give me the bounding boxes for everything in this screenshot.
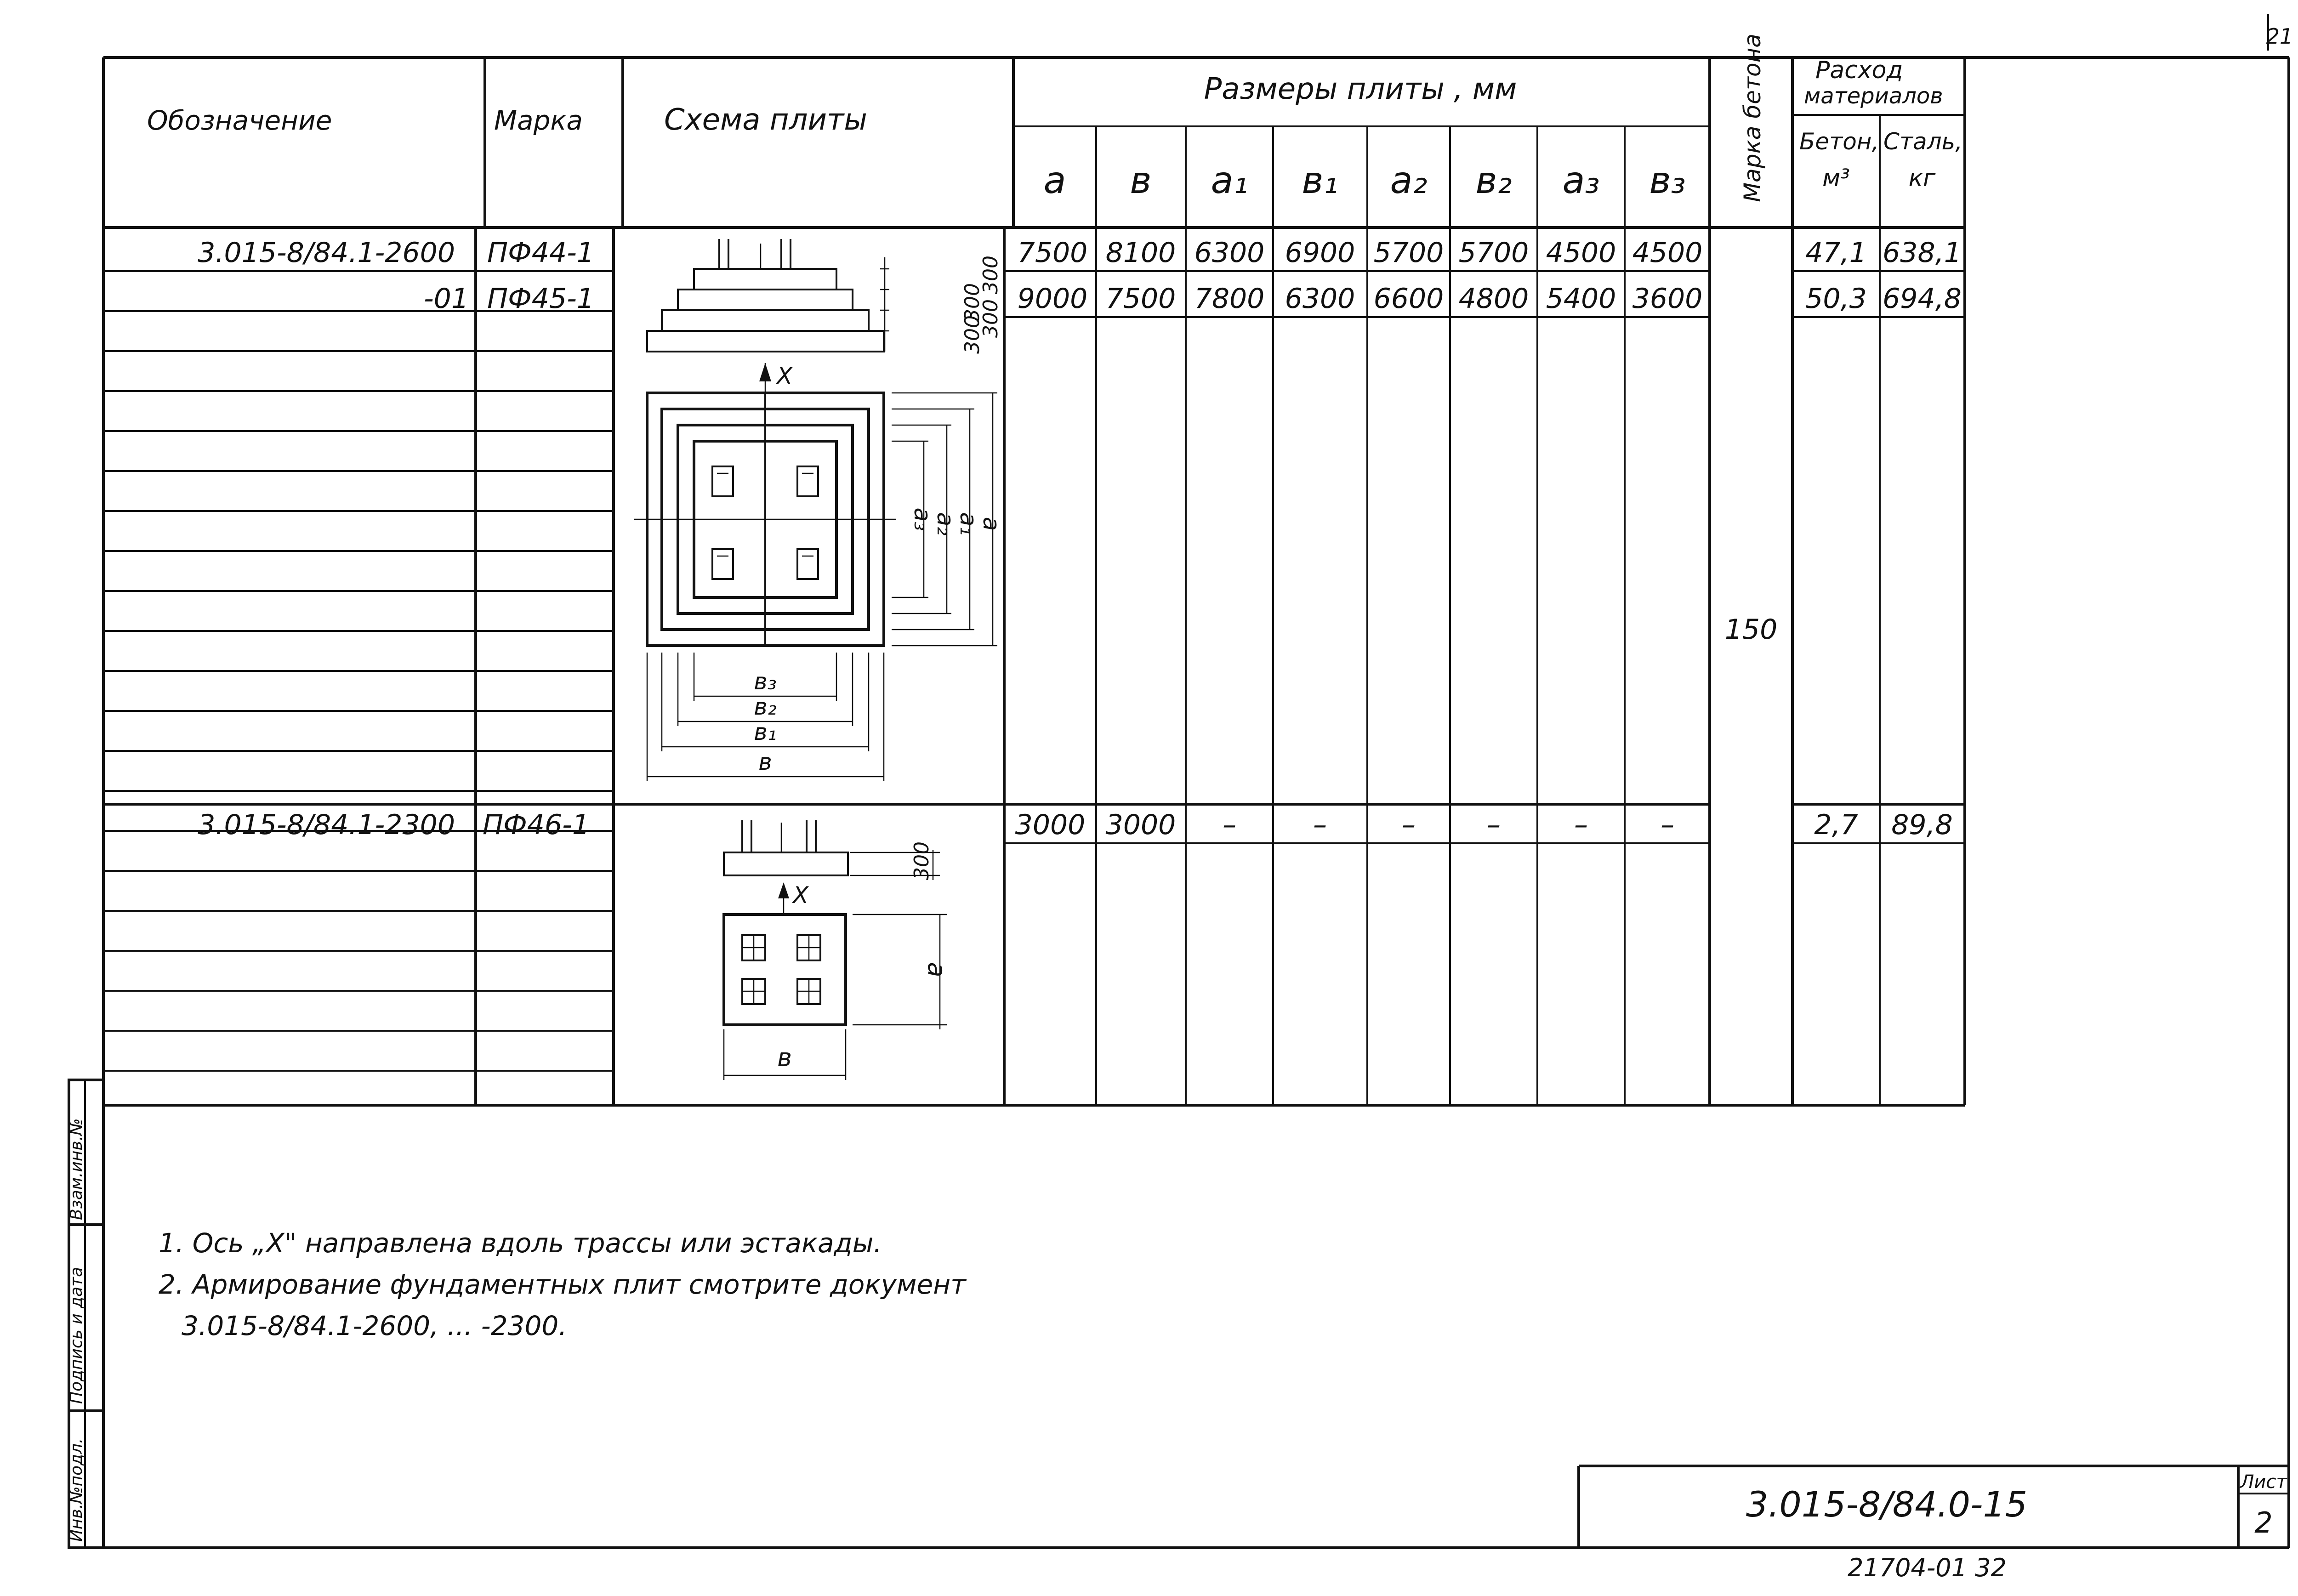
row-3-dim-b2: – (1487, 809, 1501, 841)
dim-b2-label: в₂ (754, 693, 777, 720)
dim-b3-label: в₃ (754, 668, 777, 695)
row-2-dim-a: 9000 (1017, 283, 1088, 315)
row-3-dim-b1: – (1313, 809, 1327, 841)
row-1-dim-a2: 5700 (1373, 237, 1444, 269)
sheet-number: 2 (2254, 1506, 2273, 1539)
row-3-dim-a2: – (1402, 809, 1416, 841)
stamp-inv-label: Инв.№подл. (67, 1438, 86, 1542)
side-stamp (67, 1080, 103, 1548)
plate-plan (634, 363, 1005, 781)
step-height-label: 300 (979, 299, 1002, 338)
note-line: 3.015-8/84.1-2600, ... -2300. (182, 1310, 567, 1341)
row-1-dim-a3: 4500 (1546, 237, 1616, 269)
row-2-steel: 694,8 (1883, 283, 1962, 315)
dim-col-a3: a₃ (1562, 159, 1600, 202)
row-1-mark: ПФ44-1 (487, 237, 594, 269)
row-3-dim-a: 3000 (1015, 809, 1086, 841)
dim-a2-label: a₂ (932, 512, 959, 536)
plate-scheme-stepped (634, 239, 1005, 781)
designation-mark-ruling (103, 271, 614, 1071)
table-row (424, 283, 1962, 315)
row-3-dim-a1: – (1223, 809, 1236, 841)
row-1-dim-b1: 6900 (1285, 237, 1355, 269)
step-height-label: 300 (961, 315, 984, 354)
row-1-dim-b2: 5700 (1458, 237, 1529, 269)
concrete-grade-value: 150 (1724, 613, 1778, 646)
footer-code: 21704-01 32 (1848, 1553, 2007, 1582)
row-2-dim-b1: 6300 (1285, 283, 1355, 315)
plate-height-label: 300 (910, 841, 933, 880)
row-3-concrete: 2,7 (1814, 809, 1858, 841)
axis-x-label: X (777, 363, 793, 389)
header-dimensions: Размеры плиты , мм (1204, 72, 1517, 106)
dim-col-a2: a₂ (1390, 159, 1428, 202)
corner-number: 21 (2266, 24, 2293, 49)
header-steel-1: Сталь, (1883, 128, 1962, 155)
dim-a3-label: a₃ (909, 507, 936, 531)
row-2-dim-b: 7500 (1105, 283, 1176, 315)
row-3-dim-a3: – (1574, 809, 1588, 841)
dim-col-a1: a₁ (1211, 159, 1248, 202)
dim-col-b2: в₂ (1475, 159, 1512, 202)
dim-b1-label: в₁ (754, 719, 777, 745)
row-3-mark: ПФ46-1 (483, 809, 590, 841)
row-2-designation: -01 (424, 283, 469, 315)
dim-col-b1: в₁ (1302, 159, 1338, 202)
row-3-dim-b3: – (1661, 809, 1674, 841)
note-line: 1. Ось „X" направлена вдоль трассы или эстакады. (159, 1227, 882, 1259)
note-line: 2. Армирование фундаментных плит смотрите документ (159, 1269, 966, 1300)
stamp-sign-label: Подпись и дата (67, 1267, 86, 1404)
header-concrete-1: Бетон, (1799, 128, 1879, 155)
axis-x-label: X (793, 882, 809, 909)
row-1-dim-b: 8100 (1105, 237, 1176, 269)
row-1-steel: 638,1 (1883, 237, 1962, 269)
row-1-dim-a: 7500 (1017, 237, 1088, 269)
row-2-dim-b2: 4800 (1458, 283, 1529, 315)
row-1-dim-a1: 6300 (1194, 237, 1265, 269)
header-scheme: Схема плиты (664, 103, 867, 137)
row-2-dim-a2: 6600 (1373, 283, 1444, 315)
dim-col-a: a (1043, 159, 1066, 202)
header-designation: Обозначение (147, 105, 332, 136)
plate-plan-single (724, 882, 951, 1080)
document-code: 3.015-8/84.0-15 (1746, 1484, 2028, 1525)
plate-elevation-single (724, 820, 940, 880)
header-concrete-mark: Марка бетона (1739, 34, 1766, 202)
row-3-designation: 3.015-8/84.1-2300 (198, 809, 455, 841)
row-3-dim-b: 3000 (1105, 809, 1176, 841)
table-row (198, 809, 1953, 841)
title-block (1579, 1466, 2289, 1548)
table-grid (103, 57, 1965, 1105)
header-materials-2: материалов (1804, 83, 1943, 109)
header-mark: Марка (494, 105, 583, 136)
plate-scheme-single (724, 820, 951, 1080)
row-2-dim-a1: 7800 (1194, 283, 1265, 315)
stamp-replace-label: Взам.инв.№ (67, 1118, 86, 1220)
dim-col-b: в (1130, 159, 1152, 202)
dim-b-label: в (758, 749, 772, 775)
notes (159, 1227, 967, 1341)
row-1-dim-b3: 4500 (1632, 237, 1703, 269)
row-2-mark: ПФ45-1 (487, 283, 594, 315)
table-row (198, 237, 1962, 269)
single-dim-b-label: в (777, 1043, 792, 1072)
row-3-steel: 89,8 (1891, 809, 1953, 841)
single-dim-a-label: a (922, 962, 951, 977)
header-materials-1: Расход (1815, 57, 1903, 84)
dim-a-label: a (978, 517, 1005, 531)
dim-col-b3: в₃ (1649, 159, 1686, 202)
step-height-label: 300 (961, 283, 984, 322)
step-height-label: 300 (979, 256, 1002, 294)
header-concrete-2: м³ (1822, 165, 1850, 192)
plate-elevation (647, 239, 1002, 354)
row-2-dim-b3: 3600 (1632, 283, 1703, 315)
row-1-concrete: 47,1 (1805, 237, 1867, 269)
row-1-designation: 3.015-8/84.1-2600 (198, 237, 455, 269)
sheet-label: Лист (2240, 1471, 2287, 1493)
row-2-dim-a3: 5400 (1546, 283, 1616, 315)
row-2-concrete: 50,3 (1805, 283, 1867, 315)
table-header (147, 34, 1962, 202)
header-steel-2: кг (1908, 165, 1936, 192)
dim-a1-label: a₁ (955, 512, 982, 536)
